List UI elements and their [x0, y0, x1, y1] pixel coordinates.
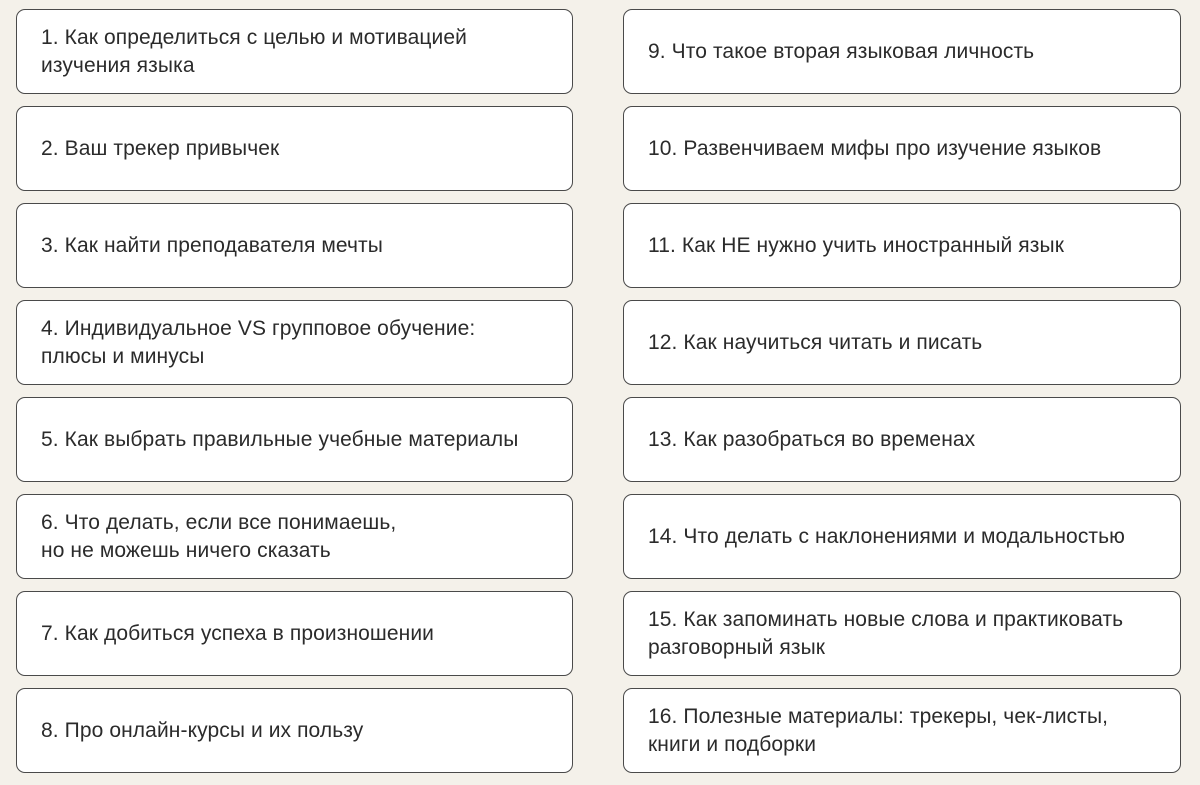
- lesson-card[interactable]: [16, 203, 573, 288]
- lesson-card[interactable]: [623, 203, 1181, 288]
- lessons-column-left: [16, 9, 573, 785]
- lesson-title: 11. Как НЕ нужно учить иностранный язык: [648, 233, 1064, 257]
- lesson-title: 10. Развенчиваем мифы про изучение языков: [648, 136, 1102, 160]
- lessons-column-right: [623, 9, 1181, 785]
- lesson-title: 9. Что такое вторая языковая личность: [648, 39, 1035, 63]
- lesson-card[interactable]: [623, 397, 1181, 482]
- lesson-card[interactable]: [623, 300, 1181, 385]
- lesson-title: 12. Как научиться читать и писать: [648, 330, 983, 354]
- lesson-title: 6. Что делать, если все понимаешь, но не можешь ничего сказать: [41, 510, 397, 562]
- lesson-card[interactable]: [16, 300, 573, 385]
- lesson-title: 15. Как запоминать новые слова и практиковать разговорный язык: [648, 607, 1124, 659]
- lesson-title: 3. Как найти преподавателя мечты: [41, 233, 383, 257]
- lesson-card[interactable]: [623, 106, 1181, 191]
- lesson-title: 2. Ваш трекер привычек: [41, 136, 280, 160]
- lesson-title: 8. Про онлайн-курсы и их пользу: [41, 718, 364, 742]
- lesson-card[interactable]: [16, 397, 573, 482]
- lesson-card[interactable]: [16, 688, 573, 773]
- lesson-card[interactable]: [623, 688, 1181, 773]
- lesson-title: 16. Полезные материалы: трекеры, чек-листы, книги и подборки: [648, 704, 1109, 756]
- lesson-card[interactable]: [623, 9, 1181, 94]
- lesson-title: 5. Как выбрать правильные учебные материалы: [41, 427, 519, 451]
- lesson-title: 7. Как добиться успеха в произношении: [41, 621, 435, 645]
- lesson-card[interactable]: [623, 494, 1181, 579]
- lesson-card[interactable]: [16, 106, 573, 191]
- lesson-card[interactable]: [16, 9, 573, 94]
- lesson-title: 4. Индивидуальное VS групповое обучение: плюсы и минусы: [41, 316, 476, 368]
- lesson-title: 13. Как разобраться во временах: [648, 427, 976, 451]
- lesson-card[interactable]: [623, 591, 1181, 676]
- lesson-title: 14. Что делать с наклонениями и модальностью: [648, 524, 1126, 548]
- lesson-title: 1. Как определиться с целью и мотивацией изучения языка: [41, 25, 467, 77]
- lesson-card[interactable]: [16, 591, 573, 676]
- lesson-card[interactable]: [16, 494, 573, 579]
